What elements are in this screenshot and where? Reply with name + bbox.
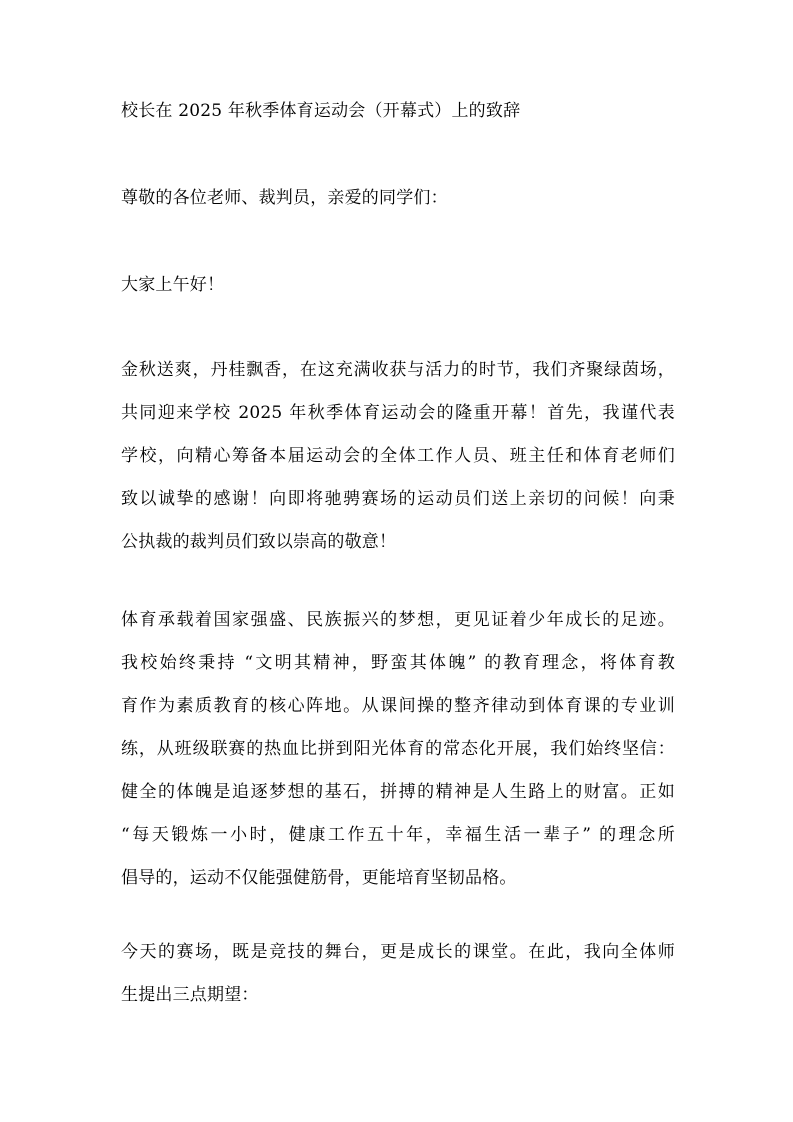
salutation-line: 尊敬的各位老师、裁判员，亲爱的同学们： <box>121 188 448 208</box>
text-line: 练，从班级联赛的热血比拼到阳光体育的常态化开展，我们始终坚信： <box>121 739 675 759</box>
greeting-block <box>121 264 675 307</box>
paragraph-expectations-intro <box>121 931 675 1017</box>
page-title: 校长在 2025 年秋季体育运动会（开幕式）上的致辞 <box>121 101 521 121</box>
text-line: 公执裁的裁判员们致以崇高的敬意！ <box>121 532 397 552</box>
text-line: 学校，向精心筹备本届运动会的全体工作人员、班主任和体育老师们 <box>121 446 675 466</box>
greeting-line: 大家上午好！ <box>121 275 225 295</box>
paragraph-opening <box>121 349 675 564</box>
text-line: 共同迎来学校 2025 年秋季体育运动会的隆重开幕！首先，我谨代表 <box>121 403 675 423</box>
text-line: 金秋送爽，丹桂飘香，在这充满收获与活力的时节，我们齐聚绿茵场， <box>121 360 675 380</box>
text-line: 我校始终秉持 “文明其精神，野蛮其体魄” 的教育理念，将体育教 <box>121 653 675 673</box>
text-line: 生提出三点期望： <box>121 985 259 1005</box>
title-block <box>121 90 675 133</box>
text-line: 倡导的，运动不仅能强健筋骨，更能培育坚韧品格。 <box>121 868 517 888</box>
salutation-block <box>121 177 675 220</box>
text-line: 今天的赛场，既是竞技的舞台，更是成长的课堂。在此，我向全体师 <box>121 942 675 962</box>
text-line: 健全的体魄是追逐梦想的基石，拼搏的精神是人生路上的财富。正如 <box>121 782 675 802</box>
text-line: 体育承载着国家强盛、民族振兴的梦想，更见证着少年成长的足迹。 <box>121 610 675 630</box>
text-line: “每天锻炼一小时，健康工作五十年，幸福生活一辈子” 的理念所 <box>121 825 675 845</box>
text-line: 致以诚挚的感谢！向即将驰骋赛场的运动员们送上亲切的问候！向秉 <box>121 489 675 509</box>
paragraph-sports-education <box>121 599 675 900</box>
text-line: 育作为素质教育的核心阵地。从课间操的整齐律动到体育课的专业训 <box>121 696 675 716</box>
